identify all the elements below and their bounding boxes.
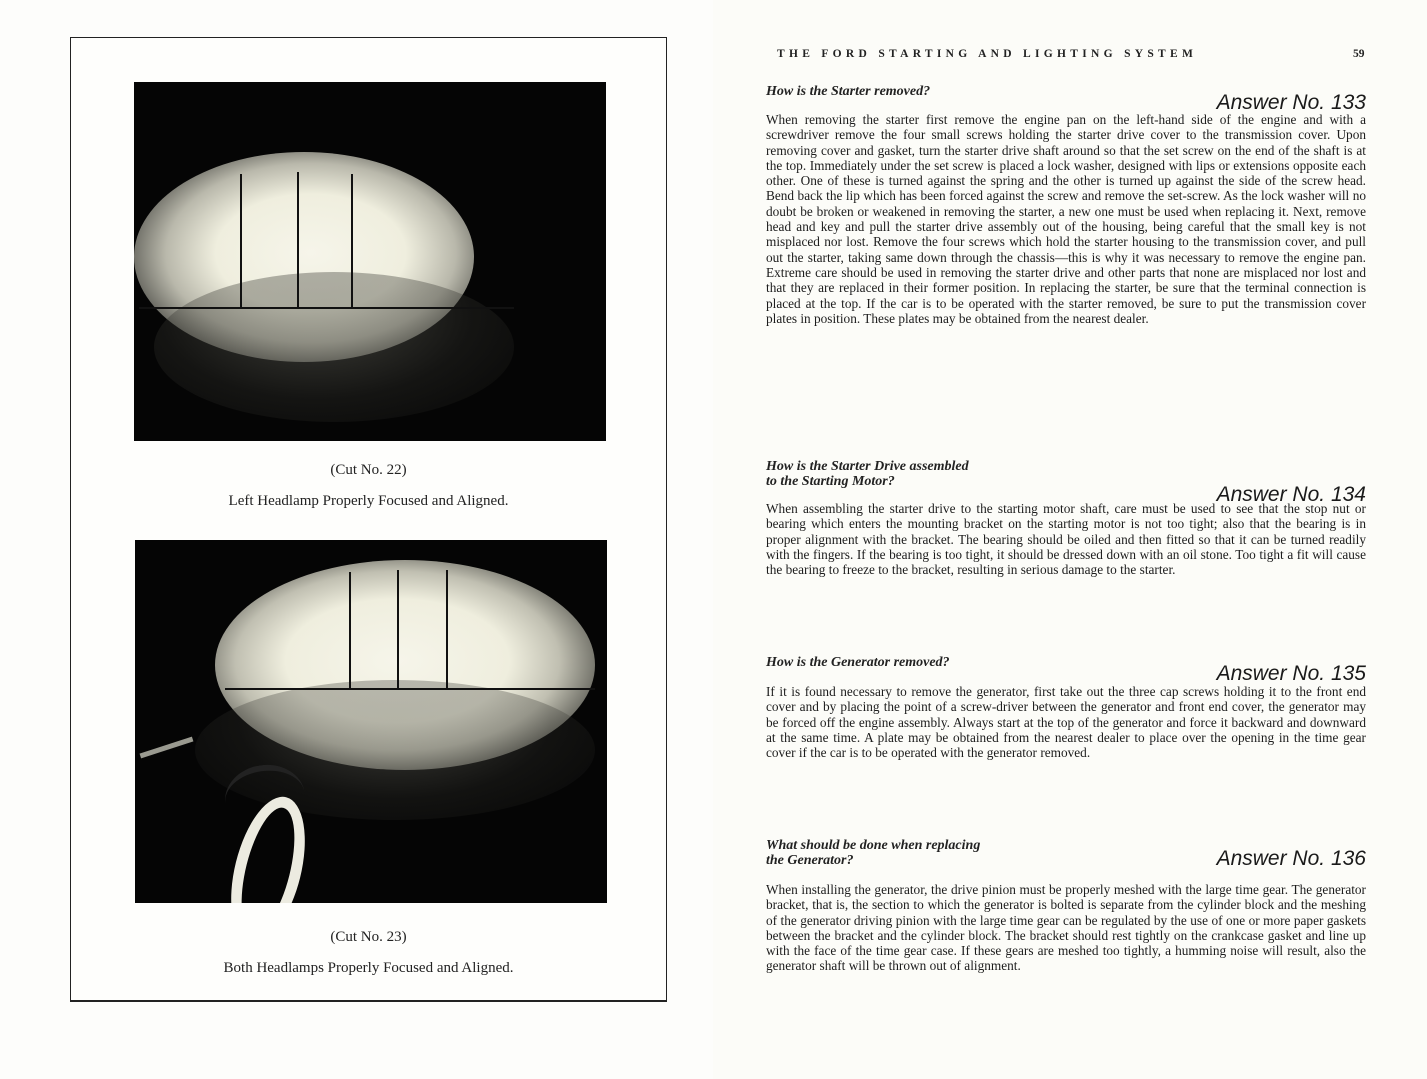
horizontal-mark-line (139, 307, 514, 309)
answer-label: Answer No. 134 (1216, 483, 1366, 506)
figure-cut-number: (Cut No. 23) (330, 929, 407, 945)
headlamp-photo-left (134, 82, 606, 441)
right-page (713, 0, 1427, 1079)
car-bumper (140, 737, 194, 759)
running-head: THE FORD STARTING AND LIGHTING SYSTEM (777, 48, 1198, 60)
figure-cut-number: (Cut No. 22) (330, 462, 407, 478)
question: What should be done when replacing the Generator? (766, 838, 981, 868)
page-number: 59 (1353, 48, 1365, 60)
vertical-mark-line (397, 570, 399, 689)
left-page (0, 0, 713, 1079)
answer-body: If it is found necessary to remove the generator, first take out the three cap screws holding it to the front end cover and by placing the point of a screw-driver between the generator and front end cover, the generator may be forced off the engine assembly. Always start at the top of the generator and force it backward and downward at the same time. A plate may be obtained from the nearest dealer to place over the opening in the time gear cover if the car is to be operated with the generator removed. (766, 684, 1366, 761)
vertical-mark-line (446, 570, 448, 689)
answer-body: When installing the generator, the drive pinion must be properly meshed with the large time gear. The generator bracket, that is, the section to which the generator is bolted is separate from the cylinder block and the meshing of the generator driving pinion with the large time gear can be regulated by the use of one or more paper gaskets between the bracket and the cylinder block. The bracket should rest tightly on the crankcase gasket and line up with the face of the time gear case. If these gears are meshed too tightly, a humming noise will result, also the generator shaft will be thrown out of alignment. (766, 882, 1366, 974)
question: How is the Starter removed? (766, 84, 931, 99)
answer-label: Answer No. 133 (1216, 91, 1366, 114)
answer-body: When removing the starter first remove the engine pan on the left-hand side of the engine and with a screwdriver remove the four small screws holding the starter drive cover to the transmission cover. Upon removing cover and gasket, turn the starter drive shaft around so that the set screw on the end of the shaft is at the top. Immediately under the set screw is placed a lock washer, designed with lips or extensions opposite each other. One of these is turned against the spring and the other is turned up against the side of the screw head. Bend back the lip which has been forced against the screw and remove the set-screw. As the lock washer will no doubt be broken or weakened in removing the starter, a new one must be used when replacing it. Next, remove head and key and pull the starter drive assembly out of the housing, being careful that the small key is not misplaced nor lost. Remove the four screws which hold the starter housing to the transmission cover, and pull out the starter, taking same down through the chassis—this is why it was necessary to remove the engine pan. Extreme care should be used in removing the starter drive and other parts that none are misplaced nor lost and that they are replaced in their former position. In replacing the starter, be sure that the terminal connection is placed at the top. If the car is to be operated with the starter removed, be sure to put the transmission cover plates in position. These plates may be obtained from the nearest dealer. (766, 112, 1366, 326)
answer-label: Answer No. 135 (1216, 662, 1366, 685)
vertical-mark-line (297, 172, 299, 308)
answer-label: Answer No. 136 (1216, 847, 1366, 870)
vertical-mark-line (349, 572, 351, 689)
horizontal-mark-line (225, 688, 595, 690)
qa-section (766, 459, 1366, 577)
question: How is the Generator removed? (766, 655, 950, 670)
light-glow (154, 272, 514, 422)
headlamp-photo-both (135, 540, 607, 903)
figure-caption: Left Headlamp Properly Focused and Aligned. (228, 493, 509, 509)
figure-caption: Both Headlamps Properly Focused and Aligned. (223, 960, 514, 976)
qa-section (766, 655, 1366, 760)
question: How is the Starter Drive assembled to the Starting Motor? (766, 459, 969, 489)
answer-body: When assembling the starter drive to the starting motor shaft, care must be used to see that the stop nut or bearing which enters the mounting bracket on the starting motor is not too tight; also that the bearing is in proper alignment with the bracket. The bearing should be oiled and then fitted so that it can be turned readily with the fingers. If the bearing is too tight, it should be dressed down with an oil stone. Too tight a fit will cause the bearing to freeze to the bracket, resulting in serious damage to the starter. (766, 501, 1366, 578)
vertical-mark-line (240, 174, 242, 308)
vertical-mark-line (351, 174, 353, 308)
qa-section (766, 84, 1366, 326)
figure-frame (70, 37, 667, 1002)
qa-section (766, 838, 1366, 974)
